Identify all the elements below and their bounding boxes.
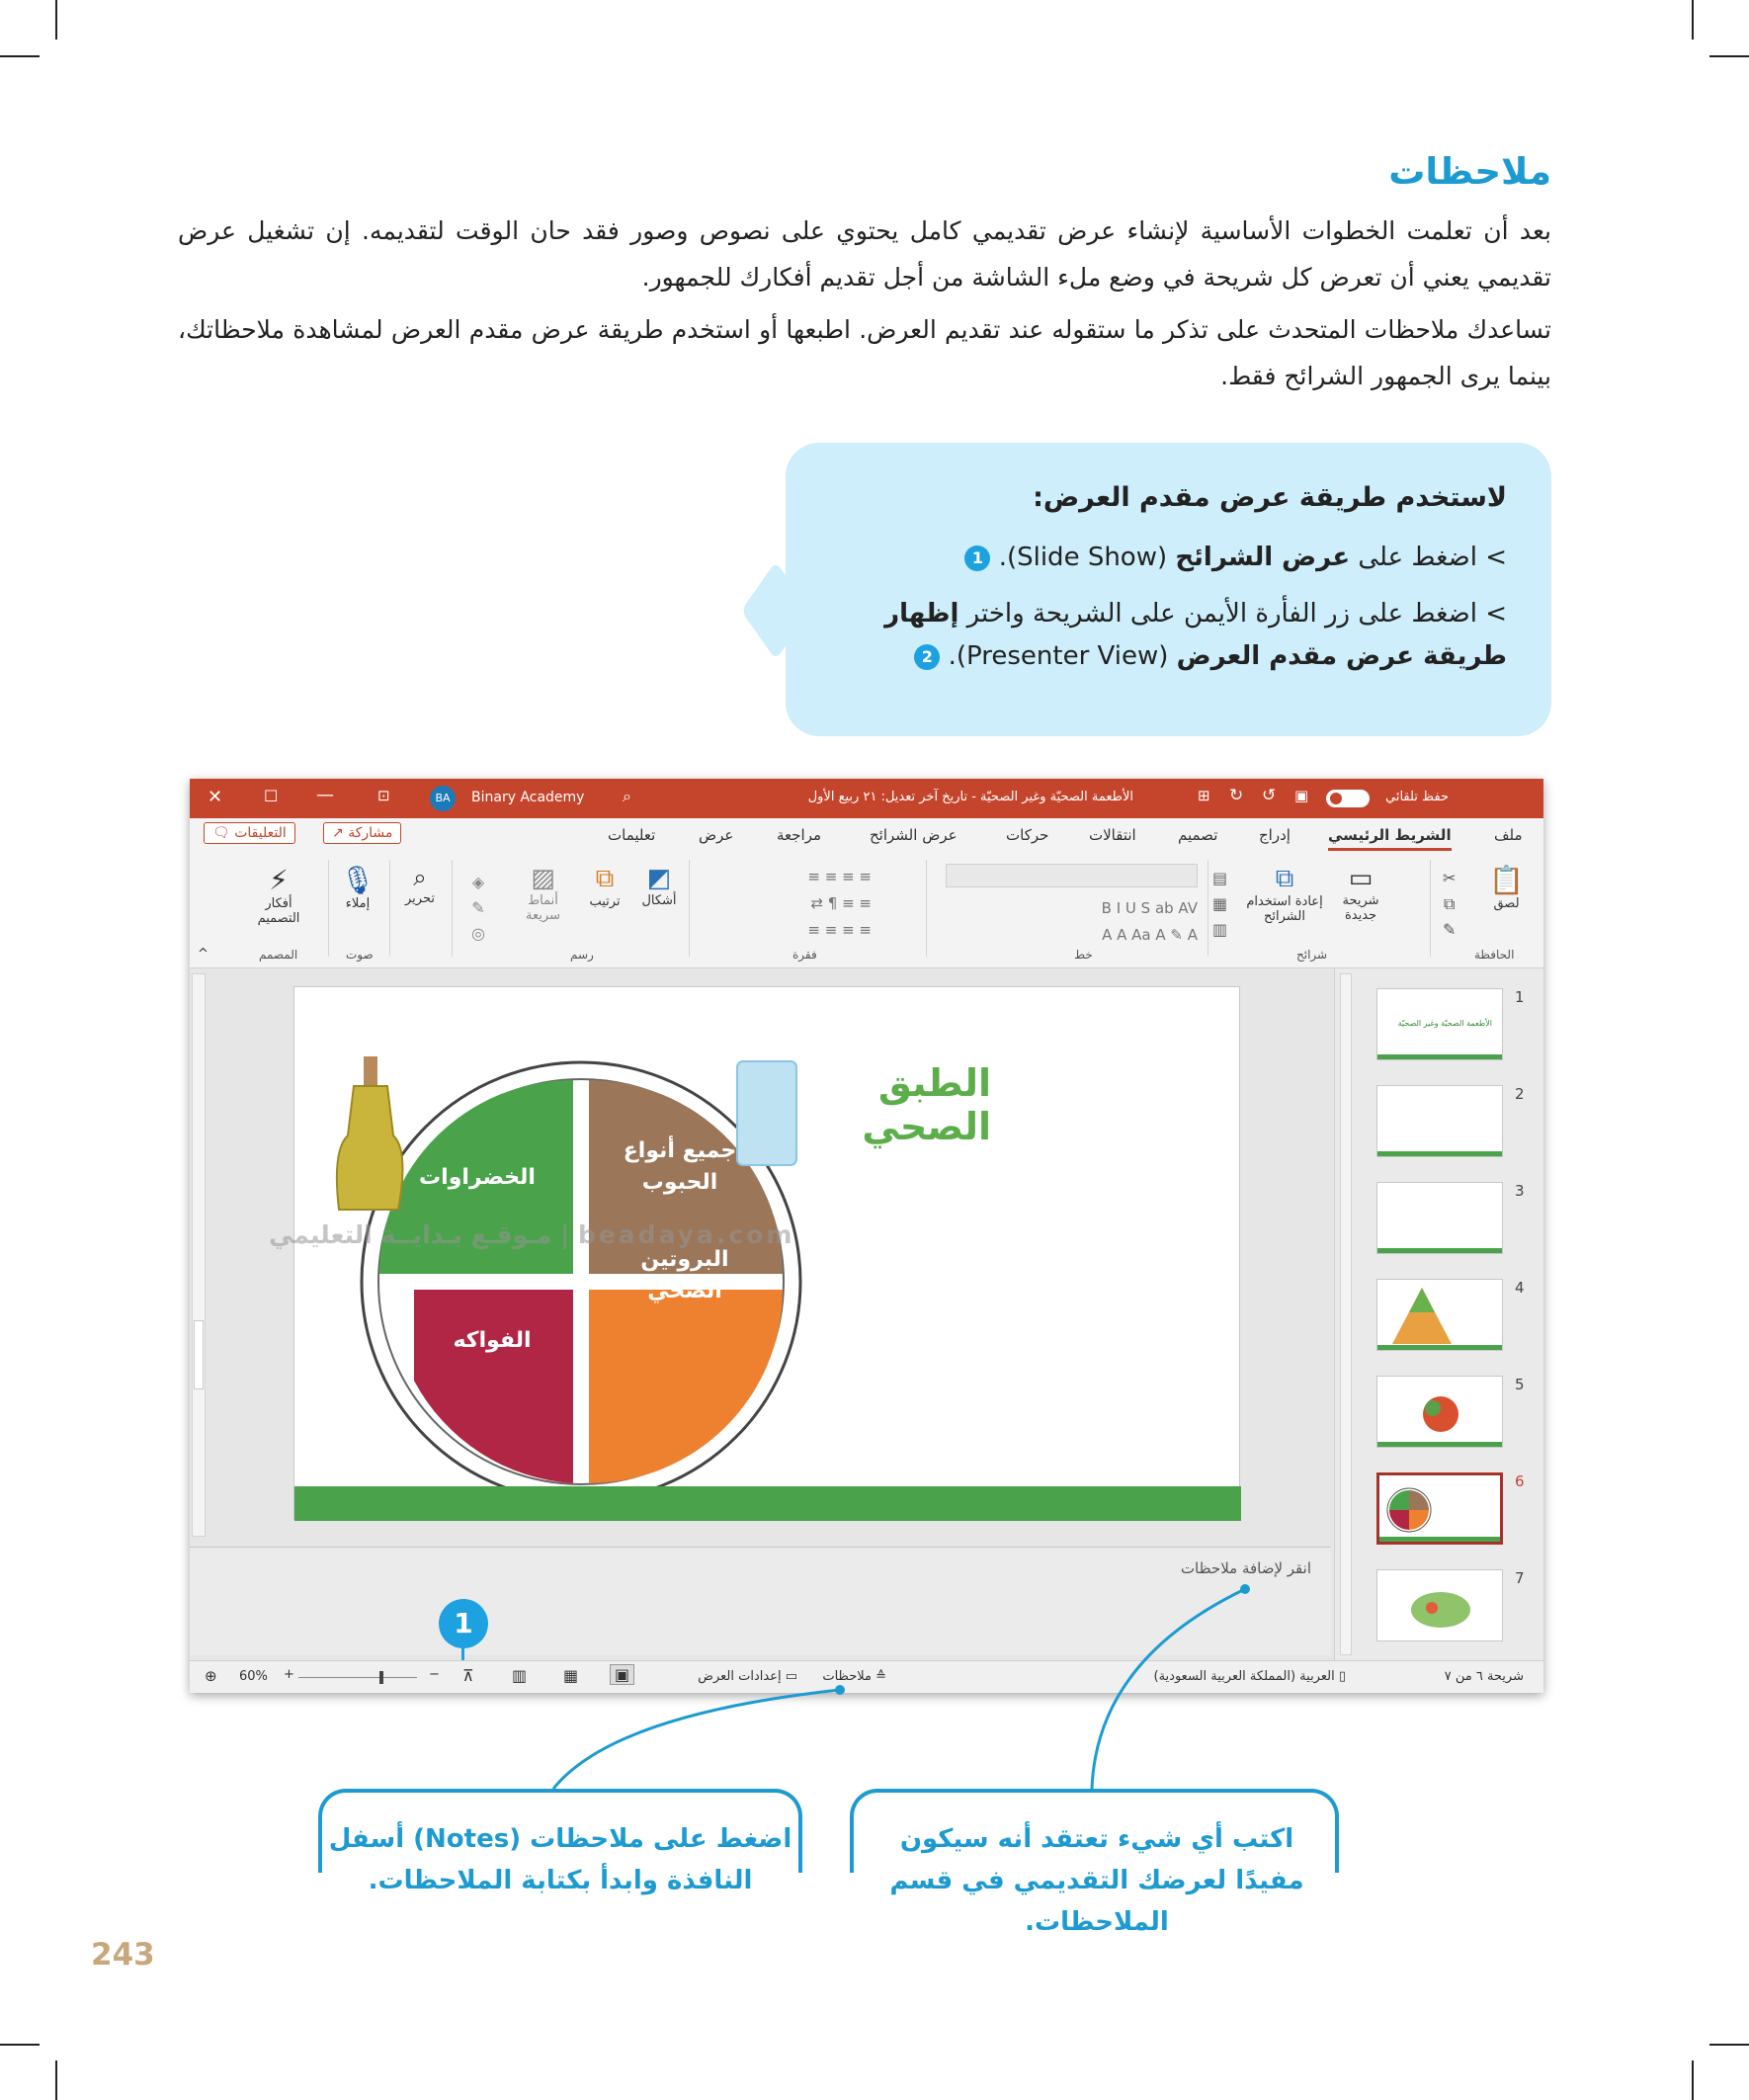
- page-number: 243: [91, 1937, 155, 1973]
- share-label: مشاركة: [348, 825, 393, 841]
- collapse-ribbon-icon[interactable]: ^: [198, 947, 208, 962]
- notes-placeholder[interactable]: انقر لإضافة ملاحظات: [1180, 1559, 1311, 1577]
- zoom-in-icon[interactable]: +: [284, 1667, 294, 1682]
- label-protein: البروتين الصحي: [640, 1247, 729, 1303]
- tab-animations[interactable]: حركات: [1006, 826, 1049, 844]
- tip-step-2-bold: إظهار: [884, 599, 959, 629]
- leader-dot: [1240, 1584, 1250, 1594]
- ribbon-display-icon[interactable]: ⊡: [377, 787, 390, 804]
- tab-design[interactable]: تصميم: [1178, 826, 1218, 844]
- group-slides: شرائح: [1296, 948, 1328, 962]
- group-font: خط: [1074, 948, 1093, 962]
- reuse-slides-label: إعادة استخدام الشرائح: [1246, 894, 1323, 924]
- microphone-icon: 🎙: [340, 864, 375, 896]
- quick-styles-label: أنماط سريعة: [526, 893, 560, 923]
- group-voice: صوت: [346, 948, 374, 962]
- tab-review[interactable]: مراجعة: [777, 826, 822, 844]
- reading-view-icon[interactable]: ▥: [512, 1666, 528, 1685]
- design-ideas-label: أفكار التصميم: [257, 896, 300, 926]
- maximize-icon[interactable]: ☐: [264, 787, 279, 805]
- leader-dot: [835, 1685, 845, 1695]
- group-clipboard: الحافظة: [1474, 948, 1515, 962]
- group-designer: المصمم: [259, 948, 298, 962]
- thumbnail-number: 3: [1515, 1182, 1525, 1200]
- callout-notes-button: اضغط على ملاحظات (Notes) أسفل النافذة وابدأ بكتابة الملاحظات.: [328, 1824, 792, 1895]
- paste-label: لصق: [1493, 896, 1520, 911]
- spelling-icon: ▯: [1334, 1669, 1346, 1684]
- thumbnail-number: 4: [1515, 1279, 1525, 1297]
- display-settings-label: إعدادات العرض: [698, 1669, 782, 1684]
- callout-notes-pane: اكتب أي شيء تعتقد أنه سيكون مفيدًا لعرضك التقديمي في قسم الملاحظات.: [889, 1824, 1304, 1937]
- thumbnail-number: 7: [1515, 1569, 1525, 1587]
- intro-paragraph: بعد أن تعلمت الخطوات الأساسية لإنشاء عرض تقديمي كامل يحتوي على نصوص وصور فقد حان الوقت لتقديمه. إن تشغيل عرض تقديمي يعني أن تعرض كل شريحة في وضع ملء الشاشة من أجل تقديم أفكارك للجمهور.: [178, 216, 1551, 292]
- tab-slideshow[interactable]: عرض الشرائح: [870, 826, 958, 844]
- arrange-label: ترتيب: [589, 894, 621, 909]
- tab-home[interactable]: الشريط الرئيسي: [1328, 826, 1452, 851]
- close-icon[interactable]: ✕: [208, 787, 223, 807]
- editing-label: تحرير: [405, 891, 435, 906]
- tip-step-2-text: > اضغط على زر الفأرة الأيمن على الشريحة واختر: [958, 599, 1507, 629]
- user-name[interactable]: Binary Academy: [471, 790, 585, 805]
- thumbnail-number: 6: [1515, 1472, 1525, 1490]
- label-fruits: الفواكه: [453, 1328, 532, 1353]
- tip-step-1-suffix: (Slide Show).: [998, 543, 1176, 572]
- tip-step-1-bold: عرض الشرائح: [1175, 543, 1351, 572]
- page-heading: ملاحظات: [1388, 150, 1551, 193]
- comments-label: التعليقات: [234, 825, 287, 841]
- step-number-badge: 1: [964, 546, 990, 571]
- slideshow-view-icon[interactable]: ⊼: [462, 1666, 474, 1685]
- arrange-icon: ⧉: [595, 864, 615, 893]
- design-ideas-icon: ⚡: [269, 864, 289, 896]
- slide-layout-icons[interactable]: ▤ ▦ ▥: [1212, 869, 1228, 939]
- tab-insert[interactable]: إدراج: [1259, 826, 1291, 844]
- notes-paragraph: تساعدك ملاحظات المتحدث على تذكر ما ستقوله عند تقديم العرض. اطبعها أو استخدم طريقة عرض مقدم العرض لمشاهدة ملاحظاتك، بينما يرى الجمهور الشرائح فقط.: [178, 315, 1551, 390]
- comment-icon: 🗨: [212, 825, 230, 841]
- group-drawing: رسم: [570, 948, 594, 962]
- tip-title: لاستخدم طريقة عرض مقدم العرض:: [1033, 482, 1507, 513]
- step-marker: 1: [439, 1599, 488, 1648]
- new-slide-label: شريحة جديدة: [1342, 893, 1379, 923]
- zoom-out-icon[interactable]: −: [429, 1667, 440, 1682]
- tip-step-1-text: > اضغط على: [1350, 543, 1507, 572]
- search-icon[interactable]: ⌕: [623, 787, 631, 805]
- present-icon[interactable]: ⊞: [1198, 787, 1210, 804]
- font-tools[interactable]: B I U S ab AV A A Aa A ✎ A: [1101, 899, 1198, 944]
- thumbnail-number: 5: [1515, 1376, 1525, 1393]
- watermark-text: مـوقـع بـدايــة التعليمي | beadaya.com: [269, 1220, 795, 1249]
- tip-step-2-suffix: (Presenter View).: [948, 641, 1177, 671]
- tab-file[interactable]: ملف: [1494, 826, 1523, 844]
- document-title: الأطعمة الصحيّة وغير الصحيّة - تاريخ آخر تعديل: ٢١ ربيع الأول: [807, 790, 1133, 804]
- slide-position: شريحة ٦ من ٧: [1444, 1669, 1524, 1684]
- dictate-label: إملاء: [345, 896, 371, 911]
- tip-step-2-bold-2: طريقة عرض مقدم العرض: [1176, 641, 1507, 671]
- paragraph-tools[interactable]: ≡ ≡ ≡ ≡ ⇄ ¶ ≡ ≡ ≡ ≡ ≡ ≡: [807, 868, 872, 939]
- shape-format-icons[interactable]: ◈ ✎ ◎: [471, 873, 485, 943]
- label-vegetables: الخضراوات: [419, 1165, 536, 1190]
- clipboard-icon: 📋: [1489, 864, 1524, 896]
- tab-help[interactable]: تعليمات: [608, 826, 656, 844]
- save-icon[interactable]: ▣: [1294, 787, 1309, 804]
- display-settings-icon: ▭: [781, 1669, 797, 1684]
- reuse-slides-icon: ⧉: [1275, 864, 1294, 893]
- slide-sorter-icon[interactable]: ▦: [563, 1666, 579, 1685]
- tab-view[interactable]: عرض: [699, 826, 734, 844]
- new-slide-icon: ▭: [1348, 864, 1374, 893]
- leader-notes-pane: [1092, 1589, 1245, 1789]
- label-grains: جميع أنواع الحبوب: [623, 1138, 737, 1195]
- zoom-level[interactable]: 60%: [239, 1669, 268, 1684]
- leader-notes-button: [553, 1690, 840, 1789]
- autosave-label: حفظ تلقائي: [1385, 790, 1449, 804]
- step-number-badge: 2: [914, 644, 940, 670]
- share-icon: ↗: [332, 825, 344, 841]
- thumbnail-number: 1: [1515, 988, 1525, 1006]
- undo-icon[interactable]: ↺: [1262, 786, 1277, 805]
- clipboard-small-icons[interactable]: ✂ ⧉ ✎: [1443, 869, 1457, 939]
- minimize-icon[interactable]: —: [316, 785, 334, 805]
- language-label: العربية (المملكة العربية السعودية): [1153, 1669, 1335, 1684]
- user-avatar[interactable]: BA: [430, 786, 456, 811]
- thumbnail-number: 2: [1515, 1085, 1525, 1103]
- notes-label: ملاحظات: [822, 1669, 872, 1684]
- redo-icon[interactable]: ↻: [1229, 786, 1244, 805]
- tab-transitions[interactable]: انتقالات: [1089, 826, 1136, 844]
- fit-slide-icon[interactable]: ⊕: [205, 1667, 217, 1685]
- shapes-label: أشكال: [641, 893, 677, 908]
- quick-styles-icon: ▨: [531, 864, 555, 893]
- thumbnail-1-title: الأطعمة الصحيّة وغير الصحيّة: [1397, 1019, 1492, 1028]
- group-paragraph: فقرة: [792, 948, 817, 962]
- normal-view-icon[interactable]: ▣: [610, 1664, 634, 1685]
- notes-icon: ≙: [871, 1669, 886, 1684]
- find-icon: ⌕: [413, 864, 427, 891]
- shapes-icon: ◩: [646, 864, 672, 893]
- slide-title: الطبق الصحي: [862, 1061, 991, 1148]
